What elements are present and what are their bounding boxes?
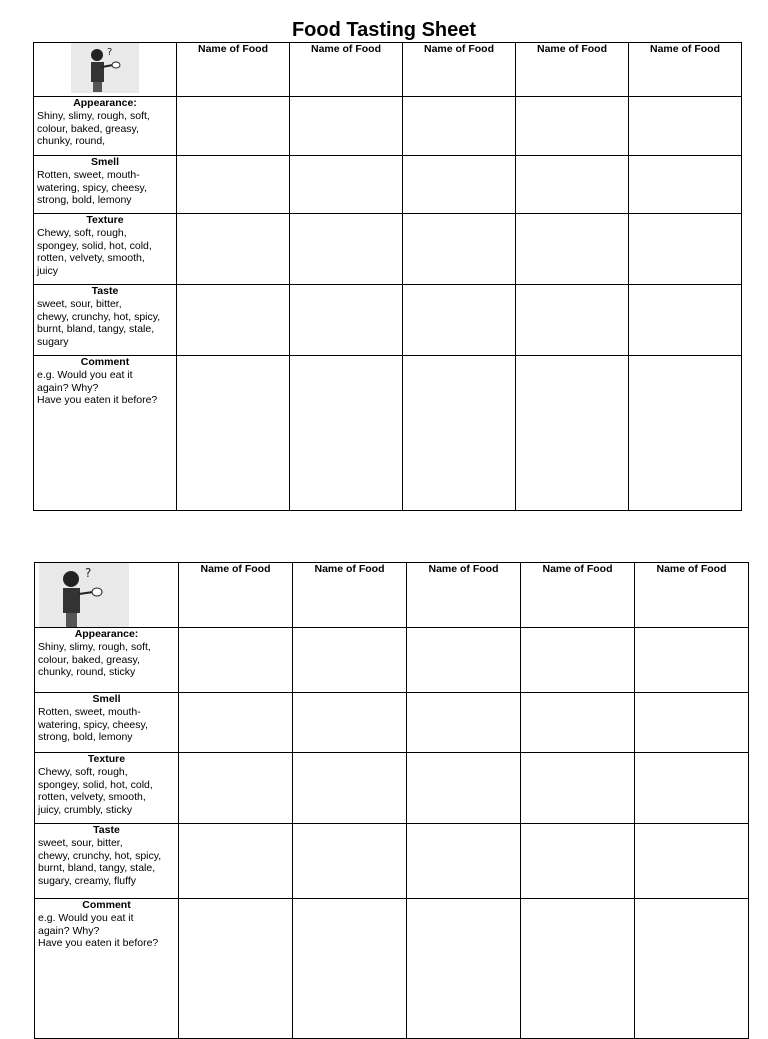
entry-cell[interactable]: [635, 824, 749, 899]
food-name-header: Name of Food: [403, 43, 516, 97]
entry-cell[interactable]: [629, 97, 742, 156]
entry-cell[interactable]: [516, 285, 629, 356]
svg-text:?: ?: [107, 47, 113, 58]
entry-cell[interactable]: [635, 693, 749, 753]
row-heading: Texture: [86, 214, 124, 226]
entry-cell[interactable]: [177, 156, 290, 214]
entry-cell[interactable]: [635, 753, 749, 824]
row-heading: Comment: [80, 356, 130, 368]
entry-cell[interactable]: [635, 899, 749, 1039]
row-heading: Appearance:: [74, 628, 139, 640]
entry-cell[interactable]: [521, 824, 635, 899]
food-name-header: Name of Food: [635, 563, 749, 628]
food-name-header: Name of Food: [521, 563, 635, 628]
entry-cell[interactable]: [177, 214, 290, 285]
tasting-table-2: [34, 562, 749, 1039]
svg-text:?: ?: [85, 566, 92, 580]
entry-cell[interactable]: [293, 899, 407, 1039]
row-heading: Smell: [92, 693, 121, 705]
entry-cell[interactable]: [177, 285, 290, 356]
entry-cell[interactable]: [293, 824, 407, 899]
food-name-header: Name of Food: [293, 563, 407, 628]
entry-cell[interactable]: [179, 753, 293, 824]
entry-cell[interactable]: [516, 156, 629, 214]
entry-cell[interactable]: [403, 214, 516, 285]
row-heading: Texture: [87, 753, 126, 765]
entry-cell[interactable]: [179, 628, 293, 693]
row-description: Shiny, slimy, rough, soft, colour, baked, greasy, chunky, round, sticky: [38, 640, 151, 679]
row-description: Shiny, slimy, rough, soft, colour, baked, greasy, chunky, round,: [37, 109, 150, 148]
entry-cell[interactable]: [521, 753, 635, 824]
row-description: Rotten, sweet, mouth- watering, spicy, cheesy, strong, bold, lemony: [38, 705, 148, 744]
food-name-header: Name of Food: [516, 43, 629, 97]
entry-cell[interactable]: [403, 97, 516, 156]
row-description: Rotten, sweet, mouth- watering, spicy, cheesy, strong, bold, lemony: [37, 168, 147, 207]
taste-criteria: [35, 824, 179, 899]
texture-criteria: [34, 214, 177, 285]
entry-cell[interactable]: [290, 97, 403, 156]
entry-cell[interactable]: [290, 214, 403, 285]
row-description: Chewy, soft, rough, spongey, solid, hot, cold, rotten, velvety, smooth, juicy: [37, 226, 152, 278]
entry-cell[interactable]: [629, 356, 742, 511]
entry-cell[interactable]: [629, 285, 742, 356]
boy-tasting-icon: [39, 563, 129, 627]
entry-cell[interactable]: [516, 97, 629, 156]
entry-cell[interactable]: [403, 356, 516, 511]
page-title: Food Tasting Sheet: [291, 19, 477, 41]
smell-criteria: [35, 693, 179, 753]
food-name-header: Name of Food: [407, 563, 521, 628]
entry-cell[interactable]: [179, 899, 293, 1039]
entry-cell[interactable]: [293, 693, 407, 753]
entry-cell[interactable]: [290, 356, 403, 511]
row-heading: Smell: [90, 156, 119, 168]
row-description: e.g. Would you eat it again? Why? Have you eaten it before?: [38, 911, 159, 950]
entry-cell[interactable]: [403, 156, 516, 214]
row-description: e.g. Would you eat it again? Why? Have you eaten it before?: [37, 368, 158, 407]
tasting-table-1: [33, 42, 742, 511]
entry-cell[interactable]: [516, 356, 629, 511]
entry-cell[interactable]: [521, 693, 635, 753]
picture-cell: [34, 43, 177, 97]
entry-cell[interactable]: [293, 628, 407, 693]
entry-cell[interactable]: [179, 693, 293, 753]
entry-cell[interactable]: [516, 214, 629, 285]
row-heading: Comment: [82, 899, 131, 911]
comment-criteria: [34, 356, 177, 511]
entry-cell[interactable]: [629, 214, 742, 285]
entry-cell[interactable]: [179, 824, 293, 899]
food-name-header: Name of Food: [179, 563, 293, 628]
row-heading: Taste: [91, 285, 119, 297]
entry-cell[interactable]: [635, 628, 749, 693]
entry-cell[interactable]: [177, 97, 290, 156]
entry-cell[interactable]: [293, 753, 407, 824]
entry-cell[interactable]: [407, 899, 521, 1039]
entry-cell[interactable]: [629, 156, 742, 214]
entry-cell[interactable]: [521, 899, 635, 1039]
entry-cell[interactable]: [407, 824, 521, 899]
entry-cell[interactable]: [290, 285, 403, 356]
row-description: sweet, sour, bitter, chewy, crunchy, hot, spicy, burnt, bland, tangy, stale, sugary, creamy, fluffy: [38, 836, 162, 888]
entry-cell[interactable]: [407, 753, 521, 824]
smell-criteria: [34, 156, 177, 214]
boy-tasting-icon: [71, 43, 139, 93]
row-description: sweet, sour, bitter, chewy, crunchy, hot, spicy, burnt, bland, tangy, stale, sugary: [37, 297, 161, 349]
appearance-criteria: [34, 97, 177, 156]
food-name-header: Name of Food: [629, 43, 742, 97]
row-heading: Appearance:: [73, 97, 137, 109]
food-name-header: Name of Food: [177, 43, 290, 97]
entry-cell[interactable]: [290, 156, 403, 214]
texture-criteria: [35, 753, 179, 824]
entry-cell[interactable]: [407, 628, 521, 693]
entry-cell[interactable]: [521, 628, 635, 693]
picture-cell: [35, 563, 179, 628]
entry-cell[interactable]: [403, 285, 516, 356]
entry-cell[interactable]: [177, 356, 290, 511]
entry-cell[interactable]: [407, 693, 521, 753]
row-description: Chewy, soft, rough, spongey, solid, hot, cold, rotten, velvety, smooth, juicy, crumbly, sticky: [38, 765, 153, 817]
appearance-criteria: [35, 628, 179, 693]
food-name-header: Name of Food: [290, 43, 403, 97]
taste-criteria: [34, 285, 177, 356]
comment-criteria: [35, 899, 179, 1039]
row-heading: Taste: [93, 824, 120, 836]
